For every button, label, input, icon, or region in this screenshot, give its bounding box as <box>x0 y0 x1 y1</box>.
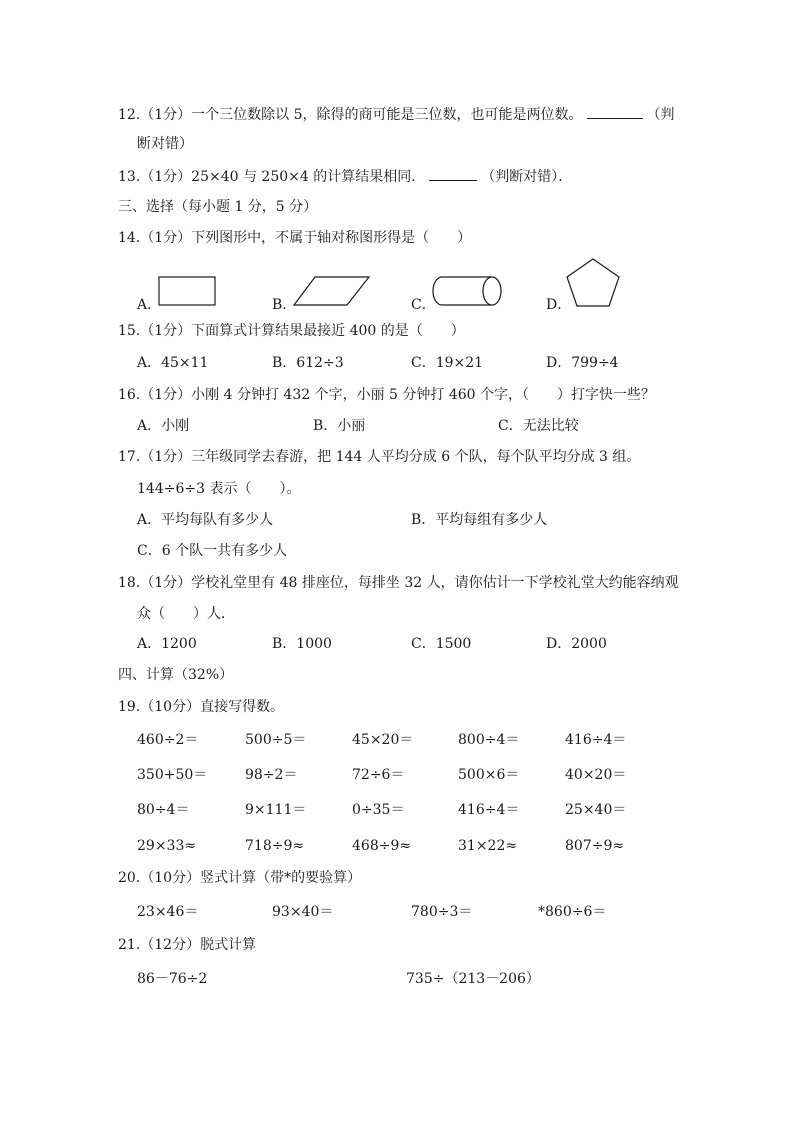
option-d[interactable]: D．799÷4 <box>546 355 619 371</box>
option-b[interactable]: B．小丽 <box>313 418 366 434</box>
section-4-heading: 四、计算（32%） <box>118 667 234 683</box>
option-b[interactable]: B．1000 <box>272 636 332 652</box>
calc-item: 468÷9≈ <box>352 838 412 854</box>
calc-item: 40×20＝ <box>565 767 627 783</box>
calc-item: 86－76÷2 <box>137 971 208 987</box>
calc-item: 416÷4＝ <box>458 802 520 818</box>
option-b[interactable]: B．平均每组有多少人 <box>411 512 548 528</box>
answer-blank[interactable] <box>429 166 477 181</box>
option-a[interactable]: A．45×11 <box>137 355 209 371</box>
option-a[interactable]: A．1200 <box>137 636 197 652</box>
question-12-line-1 <box>118 104 675 124</box>
question-21-stem: 21.（12分）脱式计算 <box>118 937 257 953</box>
option-c[interactable]: C．19×21 <box>411 355 484 371</box>
calc-item: 500÷5＝ <box>245 732 307 748</box>
parallelogram-figure <box>293 276 373 308</box>
option-d[interactable]: D． <box>546 297 572 313</box>
calc-item: 9×111＝ <box>245 802 307 818</box>
option-b[interactable]: B． <box>272 297 297 313</box>
calc-item: 807÷9≈ <box>565 838 625 854</box>
question-13-suffix: （判断对错）． <box>481 169 573 185</box>
calc-item: 416÷4＝ <box>565 732 627 748</box>
option-d[interactable]: D．2000 <box>546 636 607 652</box>
pentagon-figure <box>566 258 622 308</box>
calc-item: 350+50＝ <box>137 767 208 783</box>
question-18-stem: 18.（1分）学校礼堂里有 48 排座位，每排坐 32 人，请你估计一下学校礼堂大约能容纳观 <box>118 575 679 591</box>
section-3-heading: 三、选择（每小题 1 分，5 分） <box>118 199 318 215</box>
option-a[interactable]: A．平均每队有多少人 <box>137 512 274 528</box>
question-19-stem: 19.（10分）直接写得数。 <box>118 699 285 715</box>
option-b[interactable]: B．612÷3 <box>272 355 344 371</box>
cylinder-side-figure <box>430 276 502 308</box>
calc-item: 800÷4＝ <box>458 732 520 748</box>
calc-item: 80÷4＝ <box>137 802 190 818</box>
question-15-stem: 15.（1分）下面算式计算结果最接近 400 的是（ ） <box>118 323 465 339</box>
calc-item: 25×40＝ <box>565 802 627 818</box>
calc-item: 31×22≈ <box>458 838 518 854</box>
option-a[interactable]: A． <box>137 297 162 313</box>
question-12-suffix: （判 <box>646 107 675 123</box>
option-c[interactable]: C．无法比较 <box>498 418 579 434</box>
question-12-text: 12.（1分）一个三位数除以 5，除得的商可能是三位数，也可能是两位数。 <box>118 107 583 123</box>
question-18-stem-2: 众（ ）人． <box>137 606 235 622</box>
question-16-stem: 16.（1分）小刚 4 分钟打 432 个字，小丽 5 分钟打 460 个字，（ ）打字快一些？ <box>118 387 656 403</box>
question-12-line-2: 断对错） <box>137 136 193 152</box>
calc-item: 29×33≈ <box>137 838 197 854</box>
option-c[interactable]: C． <box>411 297 436 313</box>
question-20-stem: 20.（10分）竖式计算（带*的要验算） <box>118 870 362 886</box>
calc-item: 718÷9≈ <box>245 838 305 854</box>
option-a[interactable]: A．小刚 <box>137 418 190 434</box>
question-13-line <box>118 166 572 186</box>
calc-item: 500×6＝ <box>458 767 520 783</box>
question-13-text: 13.（1分）25×40 与 250×4 的计算结果相同． <box>118 169 426 185</box>
option-c[interactable]: C．6 个队一共有多少人 <box>137 543 288 559</box>
calc-item: 0÷35＝ <box>352 802 405 818</box>
question-17-stem: 17.（1分）三年级同学去春游，把 144 人平均分成 6 个队，每个队平均分成 3 组。 <box>118 449 641 465</box>
option-c[interactable]: C．1500 <box>411 636 472 652</box>
calc-item: 23×46＝ <box>137 904 199 920</box>
calc-item: 45×20＝ <box>352 732 414 748</box>
calc-item: 735÷（213－206） <box>406 971 540 987</box>
question-17-stem-2: 144÷6÷3 表示（ ）。 <box>137 481 301 497</box>
calc-item: 72÷6＝ <box>352 767 405 783</box>
answer-blank[interactable] <box>587 104 643 119</box>
question-14-stem: 14.（1分）下列图形中，不属于轴对称图形得是（ ） <box>118 230 472 246</box>
rectangle-figure <box>158 276 218 308</box>
calc-item: 93×40＝ <box>272 904 334 920</box>
calc-item: 460÷2＝ <box>137 732 199 748</box>
calc-item: 780÷3＝ <box>411 904 473 920</box>
calc-item: 98÷2＝ <box>245 767 298 783</box>
calc-item: *860÷6＝ <box>538 904 607 920</box>
